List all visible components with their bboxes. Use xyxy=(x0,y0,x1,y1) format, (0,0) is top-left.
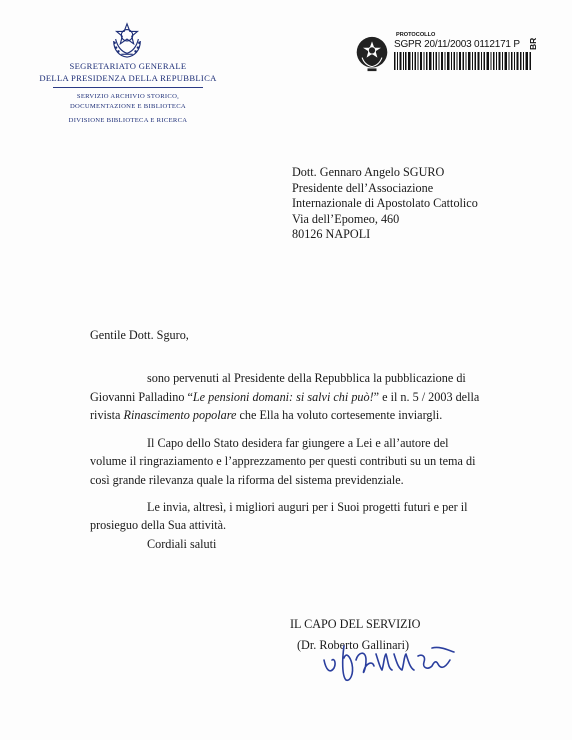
recipient-city: 80126 NAPOLI xyxy=(292,227,371,242)
journal-title: Rinascimento popolare xyxy=(123,408,237,423)
letter-body xyxy=(90,369,483,553)
paragraph-3-line-2: prosieguo della Sua attività. xyxy=(90,518,227,533)
protocol-label: PROTOCOLLO xyxy=(396,32,436,38)
letterhead-line-2: DELLA PRESIDENZA DELLA REPUBBLICA xyxy=(39,73,217,83)
paragraph-2-line-2: volume il ringraziamento e l’apprezzamento per questi contributi su un tema di xyxy=(90,454,476,469)
recipient-name: Dott. Gennaro Angelo SGURO xyxy=(292,165,445,179)
paragraph-2-line-3: così grande rilevanza quale la riforma del sistema previdenziale. xyxy=(90,472,404,487)
protocol-number: SGPR 20/11/2003 0112171 P xyxy=(394,39,520,50)
issue-text: ” e il n. 5 / 2003 della xyxy=(373,389,480,404)
paragraph-1-line-3 xyxy=(90,406,483,425)
signatory-name: (Dr. Roberto Gallinari) xyxy=(297,638,410,652)
journal-prefix: rivista xyxy=(90,408,124,423)
book-title: Le pensioni domani: si salvi chi può! xyxy=(192,389,374,404)
republic-emblem-icon xyxy=(108,20,146,60)
recipient-street: Via dell’Epomeo, 460 xyxy=(292,211,400,226)
recipient-role-line-2: Internazionale di Apostolato Cattolico xyxy=(292,196,478,211)
closing: Cordiali saluti xyxy=(147,536,217,551)
paragraph-3-line-1: Le invia, altresì, i migliori auguri per i Suoi progetti futuri e per il xyxy=(147,499,468,514)
protocol-stamp xyxy=(354,30,546,80)
letterhead-division: DIVISIONE BIBLIOTECA E RICERCA xyxy=(68,117,188,124)
barcode xyxy=(394,52,532,70)
paragraph-1-line-1: sono pervenuti al Presidente della Repubblica la pubblicazione di xyxy=(147,371,466,385)
letterhead-service-line-1: SERVIZIO ARCHIVIO STORICO, xyxy=(76,93,180,100)
republic-emblem-icon xyxy=(354,34,390,74)
recipient-address xyxy=(292,165,478,243)
handwritten-signature xyxy=(322,630,462,690)
protocol-code: BR xyxy=(528,37,538,50)
paragraph-1-line-2 xyxy=(90,388,483,407)
signatory-title: IL CAPO DEL SERVIZIO xyxy=(290,617,421,631)
paragraph-2-line-1: Il Capo dello Stato desidera far giungere a Lei e all’autore del xyxy=(147,435,449,450)
letterhead-divider xyxy=(53,87,203,88)
salutation: Gentile Dott. Sguro, xyxy=(90,328,189,342)
letterhead-line-1: SEGRETARIATO GENERALE xyxy=(69,61,187,71)
letterhead xyxy=(20,60,236,126)
recipient-role-line-1: Presidente dell’Associazione xyxy=(292,180,434,195)
journal-suffix: che Ella ha voluto cortesemente inviargli. xyxy=(236,408,443,423)
author-text: Giovanni Palladino “ xyxy=(90,389,193,404)
letterhead-service-line-2: DOCUMENTAZIONE E BIBLIOTECA xyxy=(70,103,186,110)
